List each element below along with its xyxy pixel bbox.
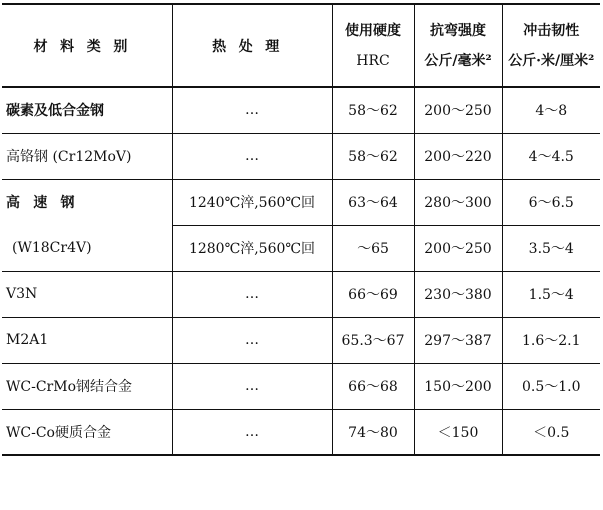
cell-heat: … <box>172 317 332 363</box>
cell-material: 高 速 钢 <box>2 179 172 225</box>
cell-hardness: 63～64 <box>332 179 414 225</box>
header-impact: 冲击韧性 公斤·米/厘米² <box>502 4 600 87</box>
cell-heat: … <box>172 271 332 317</box>
table-row <box>2 317 600 363</box>
cell-hardness: ～65 <box>332 225 414 271</box>
cell-impact: 4～8 <box>502 87 600 133</box>
cell-material: 高铬钢 (Cr12MoV) <box>2 133 172 179</box>
cell-bending: 280～300 <box>414 179 502 225</box>
cell-material: WC-Co硬质合金 <box>2 409 172 455</box>
cell-heat: … <box>172 87 332 133</box>
header-bending: 抗弯强度 公斤/毫米² <box>414 4 502 87</box>
cell-material: 碳素及低合金钢 <box>2 87 172 133</box>
cell-bending: 200～220 <box>414 133 502 179</box>
table-row <box>2 271 600 317</box>
cell-heat: … <box>172 133 332 179</box>
cell-bending: ＜150 <box>414 409 502 455</box>
cell-impact: 4～4.5 <box>502 133 600 179</box>
cell-hardness: 74～80 <box>332 409 414 455</box>
cell-hardness: 66～69 <box>332 271 414 317</box>
cell-impact: 1.5～4 <box>502 271 600 317</box>
cell-impact: 6～6.5 <box>502 179 600 225</box>
cell-material: M2A1 <box>2 317 172 363</box>
table-row <box>2 225 600 271</box>
cell-bending: 200～250 <box>414 225 502 271</box>
cell-bending: 297～387 <box>414 317 502 363</box>
cell-impact: ＜0.5 <box>502 409 600 455</box>
header-heat-treatment: 热处理 <box>172 4 332 87</box>
header-material: 材料类别 <box>2 4 172 87</box>
cell-heat: 1240℃淬,560℃回 <box>172 179 332 225</box>
cell-hardness: 58～62 <box>332 87 414 133</box>
table-row <box>2 363 600 409</box>
table-row <box>2 133 600 179</box>
header-hardness: 使用硬度 HRC <box>332 4 414 87</box>
cell-heat: … <box>172 363 332 409</box>
cell-material: WC-CrMo钢结合金 <box>2 363 172 409</box>
table-row <box>2 87 600 133</box>
cell-impact: 0.5～1.0 <box>502 363 600 409</box>
cell-bending: 150～200 <box>414 363 502 409</box>
table-row <box>2 179 600 225</box>
cell-impact: 1.6～2.1 <box>502 317 600 363</box>
cell-heat: … <box>172 409 332 455</box>
cell-hardness: 65.3～67 <box>332 317 414 363</box>
cell-heat: 1280℃淬,560℃回 <box>172 225 332 271</box>
cell-material: (W18Cr4V) <box>2 225 172 271</box>
cell-impact: 3.5～4 <box>502 225 600 271</box>
cell-material: V3N <box>2 271 172 317</box>
properties-table <box>2 3 600 456</box>
cell-bending: 230～380 <box>414 271 502 317</box>
cell-bending: 200～250 <box>414 87 502 133</box>
header-row <box>2 4 600 87</box>
cell-hardness: 66～68 <box>332 363 414 409</box>
cell-hardness: 58～62 <box>332 133 414 179</box>
table-row <box>2 409 600 455</box>
